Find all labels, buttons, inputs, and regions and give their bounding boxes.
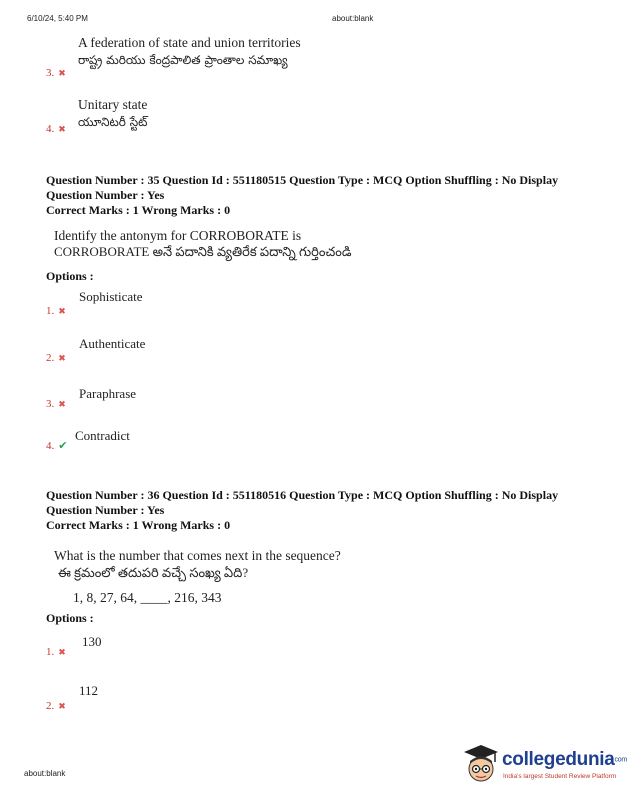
cross-icon: ✖ [58,125,66,135]
q36-meta-line1: Question Number : 36 Question Id : 551180516 Question Type : MCQ Option Shuffling : No Display [46,488,559,502]
q36-options-label: Options : [46,611,94,625]
q35-options-label: Options : [46,269,94,283]
q36-option-2-text: 112 [79,683,99,698]
q36-question-english: What is the number that comes next in the sequence? [54,548,341,563]
q35-option-4-text: Contradict [75,428,130,443]
brand-tagline: India's largest Student Review Platform [503,773,617,780]
cross-icon: ✖ [58,400,66,410]
q35-option-3-marker [46,394,66,412]
graduate-mascot-icon [460,740,502,786]
print-datetime: 6/10/24, 5:40 PM [27,14,88,23]
q35-meta-line1: Question Number : 35 Question Id : 551180515 Question Type : MCQ Option Shuffling : No Display [46,173,559,187]
q36-meta-line3: Correct Marks : 1 Wrong Marks : 0 [46,518,231,532]
prev-option-4-marker [46,119,66,137]
q35-question-telugu: CORROBORATE అనే పదానికి వ్యతిరేక పదాన్ని గుర్తించండి [54,244,352,259]
prev-option-3-telugu: రాష్ట్ర మరియు కేంద్రపాలిత ప్రాంతాల సమాఖ్య [78,53,288,67]
collegedunia-logo [460,740,627,788]
footer-url: about:blank [24,769,66,778]
q35-option-2-text: Authenticate [79,336,146,351]
brand-name: collegedunia [502,749,615,770]
checkmark-icon: ✔ [58,439,68,452]
q36-sequence: 1, 8, 27, 64, ____, 216, 343 [73,590,222,605]
q35-option-2-number: 2. [46,352,55,364]
q35-meta-line3: Correct Marks : 1 Wrong Marks : 0 [46,203,231,217]
q35-option-4-number: 4. [46,440,55,452]
cross-icon: ✖ [58,354,66,364]
q35-meta-line2: Question Number : Yes [46,188,165,202]
cross-icon: ✖ [58,307,66,317]
prev-option-3-number: 3. [46,67,55,79]
q36-option-1-marker [46,642,66,660]
q36-option-1-text: 130 [82,634,102,649]
print-url: about:blank [332,14,374,23]
prev-option-4-english: Unitary state [78,97,148,112]
q35-question-english: Identify the antonym for CORROBORATE is [54,228,302,243]
q36-option-2-number: 2. [46,700,55,712]
cross-icon: ✖ [58,702,66,712]
q35-option-1-number: 1. [46,305,55,317]
q35-option-2-marker [46,348,66,366]
q35-option-3-text: Paraphrase [79,386,137,401]
q35-option-3-number: 3. [46,398,55,410]
prev-option-3-english: A federation of state and union territories [78,35,301,50]
cross-icon: ✖ [58,69,66,79]
q36-question-telugu: ఈ క్రమంలో తదుపరి వచ్చే సంఖ్య ఏది? [58,565,249,580]
q35-option-1-text: Sophisticate [79,289,143,304]
prev-option-3-marker [46,63,66,81]
q35-option-1-marker [46,301,66,319]
brand-suffix: com [614,756,627,764]
cross-icon: ✖ [58,648,66,658]
q35-option-4-marker [46,436,67,454]
q36-meta-line2: Question Number : Yes [46,503,165,517]
prev-option-4-number: 4. [46,123,55,135]
q36-option-1-number: 1. [46,646,55,658]
prev-option-4-telugu: యూనిటరీ స్టేట్ [78,115,148,129]
q36-option-2-marker [46,696,66,714]
